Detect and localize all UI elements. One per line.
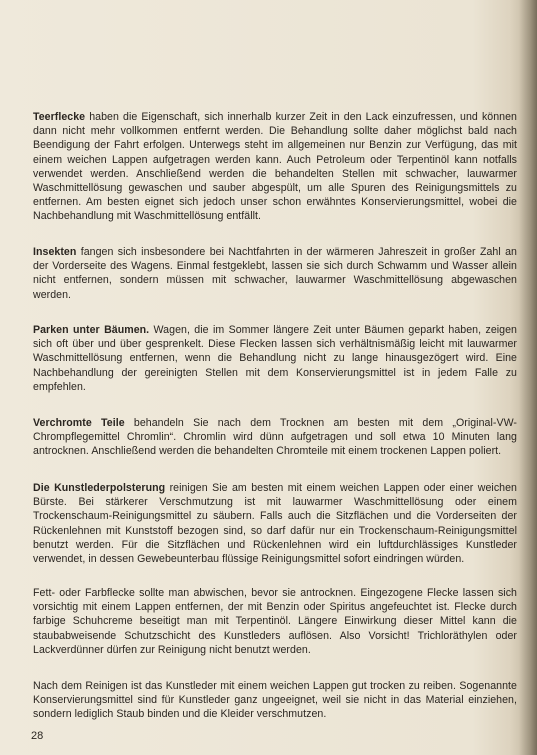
paragraph-nach-dem-reinigen <box>33 679 517 722</box>
page-edge-shadow <box>519 0 537 755</box>
paragraph-teerflecke <box>33 110 517 224</box>
paragraph-verchromte-teile <box>33 416 517 459</box>
paragraph-heading: Teerflecke <box>33 111 86 123</box>
paragraph-text: behandeln Sie nach dem Trocknen am besten mit dem „Original-VW-Chrompflegemittel Chromlin“. Chromlin wird dünn aufgetragen und soll etwa 10 Minuten lang antrocknen. Anschließend werden die behandelten Chromteile mit einem trockenen Lappen poliert. <box>33 417 517 458</box>
paragraph-text: Nach dem Reinigen ist das Kunstleder mit einem weichen Lappen gut trocken zu reiben. Sogenannte Konservierungsmittel sind für Kunstleder ganz ungeeignet, weil sie nicht in das Material einziehen, sondern lediglich Staub binden und die Kleider verschmutzen. <box>33 680 517 721</box>
paragraph-kunstlederpolsterung <box>33 481 517 566</box>
paragraph-heading: Verchromte Teile <box>33 417 125 429</box>
paragraph-heading: Insekten <box>33 246 77 258</box>
paragraph-insekten <box>33 245 517 302</box>
paragraph-text: fangen sich insbesondere bei Nachtfahrten in der wärmeren Jahreszeit in großer Zahl an der Vorderseite des Wagens. Einmal festgeklebt, lassen sie sich durch Schwamm und Wasser allein nicht entfernen, sondern müssen mit schwacher, lauwarmer Waschmittellösung abgewaschen werden. <box>33 246 517 301</box>
paragraph-fettflecke <box>33 586 517 657</box>
paragraph-text: reinigen Sie am besten mit einem weichen Lappen oder einer weichen Bürste. Bei stärkerer Verschmutzung ist mit lauwarmer Waschmittellösung oder einem Trockenschaum-Reinigungsmittel zu säubern. Falls auch die Sitzflächen und die Vorderseiten der Rückenlehnen mit Kunststoff bezogen sind, so darf dafür nur ein Trockenschaum-Reinigungsmittel benutzt werden. Für die Sitzflächen und Rückenlehnen wird ein luftdurchlässiges Kunstleder verwendet, in dessen Gewebeunterbau flüssige Reinigungsmittel sofort eindringen würden. <box>33 482 517 566</box>
paragraph-text: Wagen, die im Sommer längere Zeit unter Bäumen geparkt haben, zeigen sich oft über und über gesprenkelt. Diese Flecken lassen sich verhältnismäßig leicht mit lauwarmer Waschmittellösung entfernen, wenn die Behandlung nicht zu lange hinausgezögert wird. Eine Nachbehandlung der gereinigten Stellen mit dem Konservierungsmittel ist in jedem Falle zu empfehlen. <box>33 324 517 393</box>
paragraph-parken <box>33 323 517 394</box>
paragraph-text: haben die Eigenschaft, sich innerhalb kurzer Zeit in den Lack einzufressen, und können dann nicht mehr vollkommen entfernt werden. Die Behandlung sollte daher möglichst bald nach Beendigung der Fahrt erfolgen. Unterwegs steht im allgemeinen nur Benzin zur Verfügung, das mit einem weichen Lappen aufgetragen werden kann. Auch Petroleum oder Terpentinöl kann notfalls verwendet werden. Anschließend werden die behandelten Stellen mit schwacher, lauwarmer Waschmittellösung gewaschen und sauber abgespült, um alle Spuren des Reinigungsmittels zu entfernen. Am besten eignet sich jedoch unser schon erwähntes Konservierungsmittel, wobei die Nachbehandlung mit Waschmittellösung entfällt. <box>33 111 517 223</box>
paragraph-heading: Die Kunstlederpolsterung <box>33 482 166 494</box>
paragraph-heading: Parken unter Bäumen. <box>33 324 150 336</box>
paragraph-text: Fett- oder Farbflecke sollte man abwischen, bevor sie antrocknen. Eingezogene Flecke lassen sich vorsichtig mit einem Lappen entfernen, der mit Benzin oder Spiritus angefeuchtet ist. Flecke durch farbige Schuhcreme beseitigt man mit Terpentinöl. Längere Einwirkung dieser Mittel kann die staubabweisende Schutzschicht des Kunstleders auflösen. Also Vorsicht! Trichloräthylen oder Lackverdünner dürfen zur Reinigung nicht benutzt werden. <box>33 587 517 656</box>
page-number: 28 <box>31 730 44 742</box>
